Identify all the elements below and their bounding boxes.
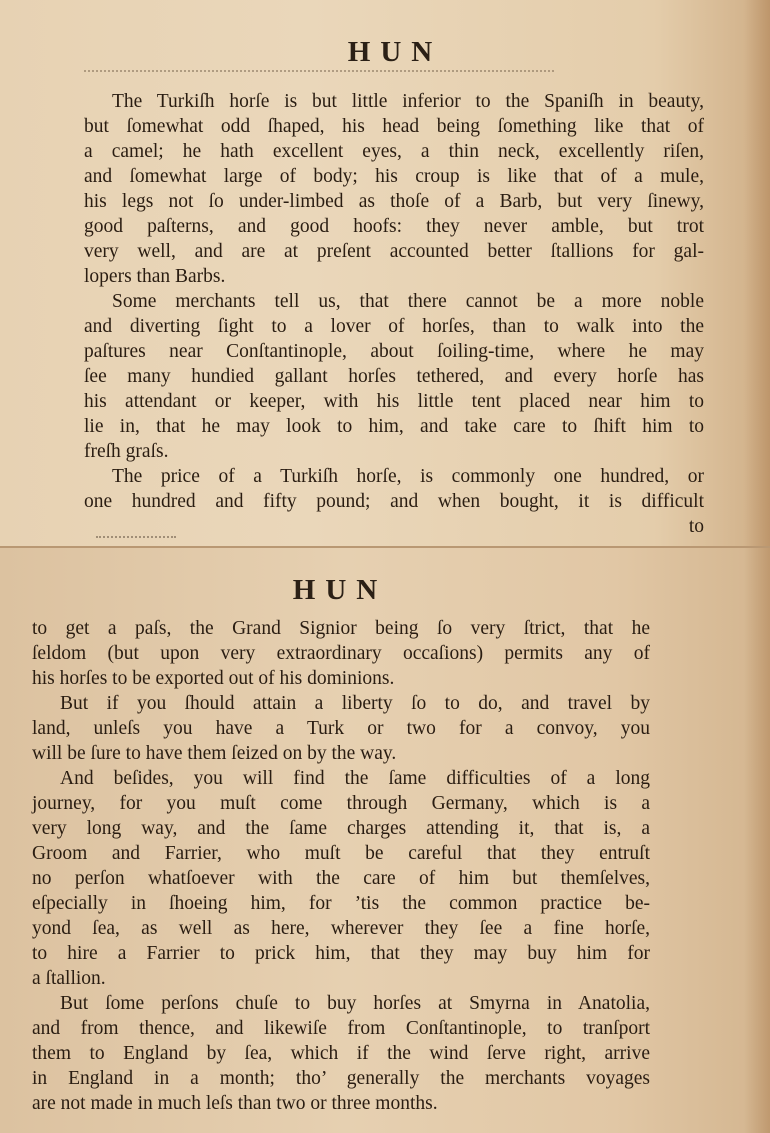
text-line: in England in a month; tho’ generally the merchants voyages <box>32 1068 650 1089</box>
text-line: his legs not ſo under-limbed as thoſe of a Barb, but very ſinewy, <box>84 191 704 212</box>
book-page-lower <box>0 548 770 1133</box>
text-line: but ſomewhat odd ſhaped, his head being ſomething like that of <box>84 116 704 137</box>
text-line: one hundred and fifty pound; and when bought, it is difficult <box>84 491 704 512</box>
running-head: HUN <box>292 574 388 606</box>
text-line: lopers than Barbs. <box>84 266 226 287</box>
text-line: eſpecially in ſhoeing him, for ’tis the common practice be- <box>32 893 650 914</box>
text-line: yond ſea, as well as here, wherever they ſee a fine horſe, <box>32 918 650 939</box>
text-line: ſeldom (but upon very extraordinary occaſions) permits any of <box>32 643 650 664</box>
text-line: lie in, that he may look to him, and take care to ſhift him to <box>84 416 704 437</box>
text-line: to hire a Farrier to prick him, that they may buy him for <box>32 943 650 964</box>
text-line: and diverting ſight to a lover of horſes, than to walk into the <box>84 316 704 337</box>
catchword: to <box>688 516 704 537</box>
text-line: and from thence, and likewiſe from Conſtantinople, to tranſport <box>32 1018 650 1039</box>
text-line: The price of a Turkiſh horſe, is commonly one hundred, or <box>112 466 704 487</box>
text-line: And beſides, you will find the ſame difficulties of a long <box>60 768 650 789</box>
text-line: Some merchants tell us, that there cannot be a more noble <box>112 291 704 312</box>
text-line: very well, and are at preſent accounted better ſtallions for gal- <box>84 241 704 262</box>
text-line: are not made in much leſs than two or three months. <box>32 1093 438 1114</box>
page-edge-shadow <box>744 0 770 546</box>
text-line: his horſes to be exported out of his dominions. <box>32 668 395 689</box>
text-line: paſtures near Conſtantinople, about ſoiling-time, where he may <box>84 341 704 362</box>
text-line: his attendant or keeper, with his little tent placed near him to <box>84 391 704 412</box>
text-line: a ſtallion. <box>32 968 106 989</box>
book-page-upper <box>0 0 770 548</box>
text-line: freſh graſs. <box>84 441 169 462</box>
text-line: The Turkiſh horſe is but little inferior to the Spaniſh in beauty, <box>112 91 704 112</box>
text-line: to get a paſs, the Grand Signior being ſo very ſtrict, that he <box>32 618 650 639</box>
text-line: ſee many hundied gallant horſes tethered, and every horſe has <box>84 366 704 387</box>
text-line: them to England by ſea, which if the wind ſerve right, arrive <box>32 1043 650 1064</box>
text-line: a camel; he hath excellent eyes, a thin neck, excellently riſen, <box>84 141 704 162</box>
text-line: very long way, and the ſame charges attending it, that is, a <box>32 818 650 839</box>
text-line: no perſon whatſoever with the care of him but themſelves, <box>32 868 650 889</box>
text-line: land, unleſs you have a Turk or two for a convoy, you <box>32 718 650 739</box>
text-line: Groom and Farrier, who muſt be careful that they entruſt <box>32 843 650 864</box>
text-line: journey, for you muſt come through Germany, which is a <box>32 793 650 814</box>
text-line: and ſomewhat large of body; his croup is like that of a mule, <box>84 166 704 187</box>
text-line: But ſome perſons chuſe to buy horſes at Smyrna in Anatolia, <box>60 993 650 1014</box>
cropped-text-fragment <box>84 70 554 77</box>
page-edge-shadow <box>744 548 770 1133</box>
text-line: good paſterns, and good hoofs: they never amble, but trot <box>84 216 704 237</box>
cropped-text-fragment <box>96 536 176 544</box>
body-text <box>32 616 650 1116</box>
text-line: But if you ſhould attain a liberty ſo to do, and travel by <box>60 693 650 714</box>
text-line: will be ſure to have them ſeized on by the way. <box>32 743 397 764</box>
body-text <box>84 89 704 539</box>
running-head: HUN <box>347 36 443 68</box>
